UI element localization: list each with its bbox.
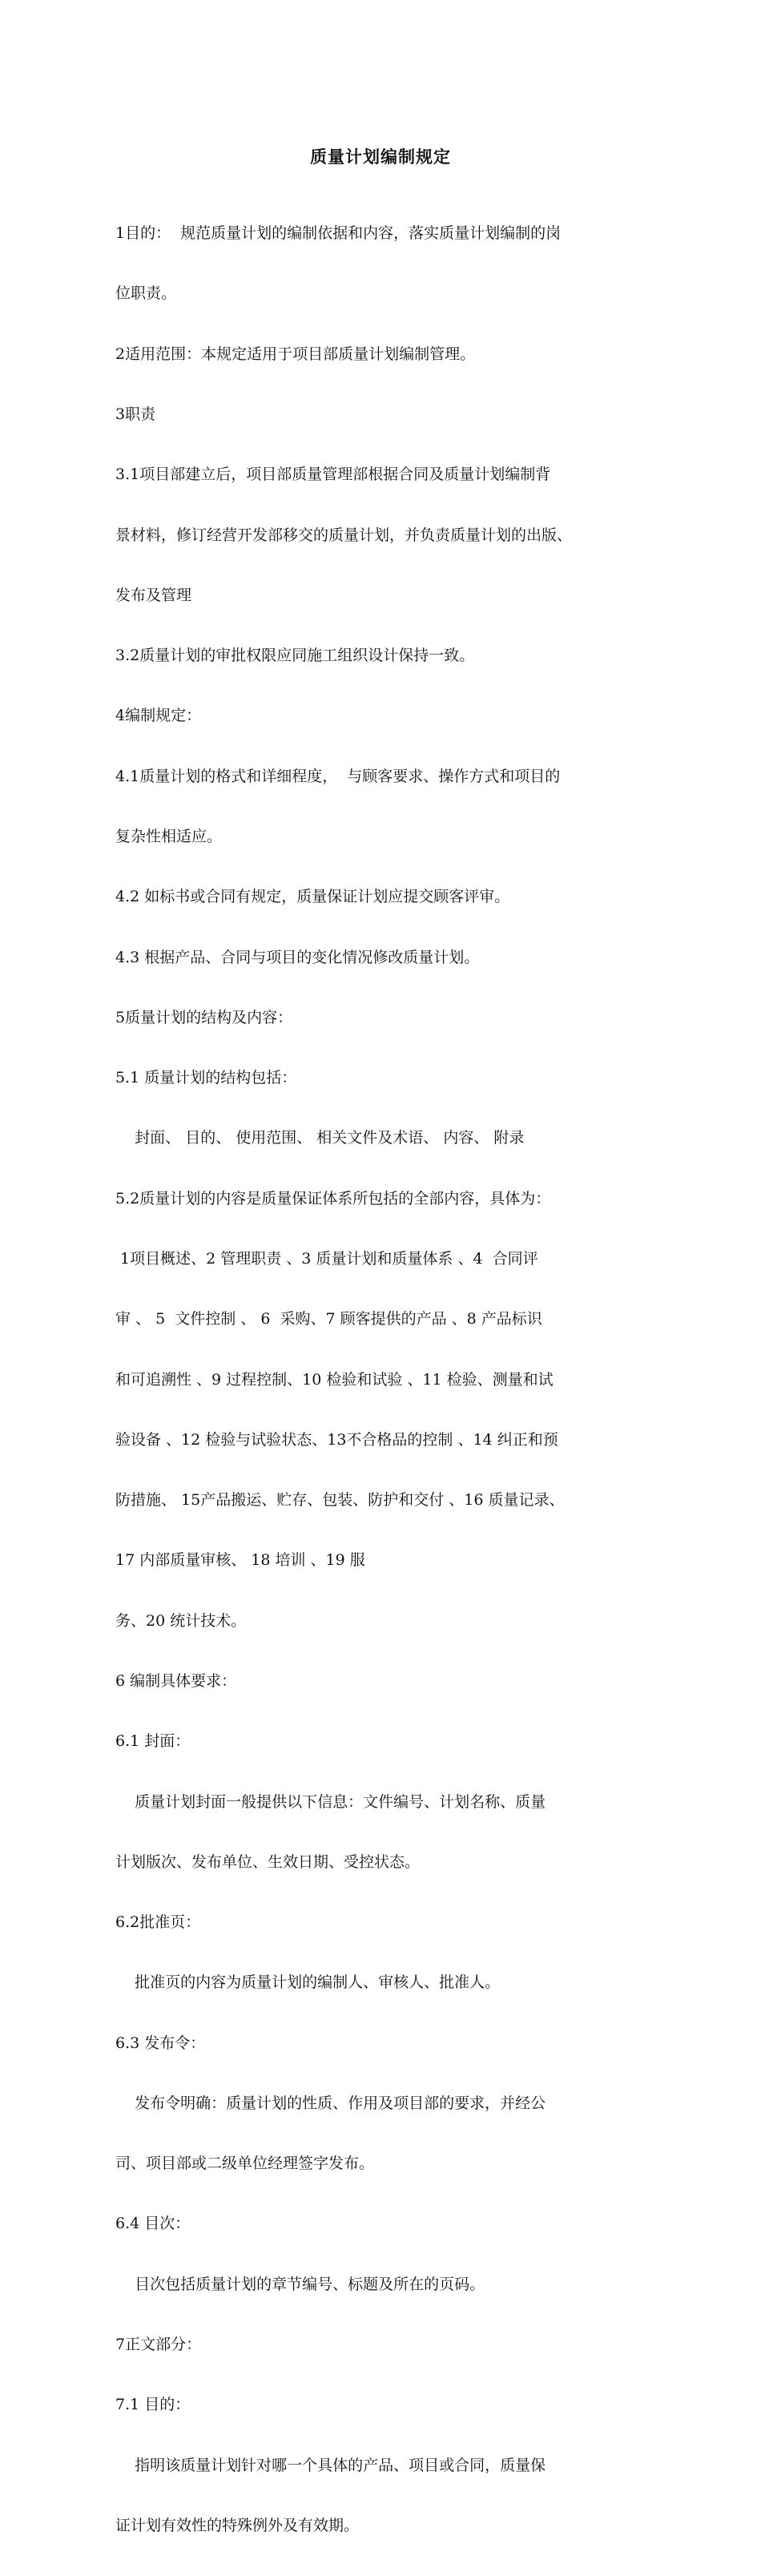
text-line: 证计划有效性的特殊例外及有效期。 bbox=[115, 2516, 360, 2534]
text-line: 6.2批准页： bbox=[115, 1913, 201, 1932]
text-line: 17 内部质量审核、 18 培训 、19 服 bbox=[115, 1551, 365, 1570]
text-line: 防措施、 15产品搬运、贮存、包装、防护和交付 、16 质量记录、 bbox=[115, 1491, 565, 1510]
text-line: 1目的： 规范质量计划的编制依据和内容，落实质量计划编制的岗 bbox=[115, 224, 562, 243]
text-line: 4.3 根据产品、合同与项目的变化情况修改质量计划。 bbox=[115, 948, 480, 966]
text-line: 务、20 统计技术。 bbox=[115, 1611, 247, 1630]
text-line: 目次包括质量计划的章节编号、标题及所在的页码。 bbox=[115, 2275, 485, 2293]
document-body bbox=[115, 183, 660, 2576]
text-line: 和可追溯性 、9 过程控制、10 检验和试验 、11 检验、测量和试 bbox=[115, 1370, 554, 1389]
text-line: 5.2质量计划的内容是质量保证体系所包括的全部内容，具体为： bbox=[115, 1189, 551, 1207]
text-line: 6.1 封面： bbox=[115, 1732, 191, 1751]
text-line: 质量计划封面一般提供以下信息：文件编号、计划名称、质量 bbox=[115, 1792, 546, 1811]
text-line: 发布令明确：质量计划的性质、作用及项目部的要求，并经公 bbox=[115, 2094, 546, 2112]
text-line: 复杂性相适应。 bbox=[115, 828, 223, 845]
text-line: 审 、 5 文件控制 、 6 采购、7 顾客提供的产品 、8 产品标识 bbox=[115, 1310, 542, 1328]
text-line: 计划版次、发布单位、生效日期、受控状态。 bbox=[115, 1852, 421, 1871]
text-line: 1项目概述、2 管理职责 、3 质量计划和质量体系 、4 合同评 bbox=[115, 1249, 538, 1268]
text-line: 4编制规定： bbox=[115, 707, 202, 725]
text-line: 封面、 目的、 使用范围、 相关文件及术语、 内容、 附录 bbox=[115, 1129, 525, 1147]
text-line: 发布及管理 bbox=[115, 586, 192, 604]
text-line: 批准页的内容为质量计划的编制人、审核人、批准人。 bbox=[115, 1973, 501, 1992]
text-line: 6 编制具体要求： bbox=[115, 1671, 237, 1690]
text-line: 5质量计划的结构及内容： bbox=[115, 1008, 293, 1026]
document-title: 质量计划编制规定 bbox=[310, 147, 451, 167]
text-line: 2适用范围：本规定适用于项目部质量计划编制管理。 bbox=[115, 345, 476, 363]
text-line: 景材料，修订经营开发部移交的质量计划，并负责质量计划的出版、 bbox=[115, 526, 573, 544]
text-line: 指明该质量计划针对哪一个具体的产品、项目或合同，质量保 bbox=[115, 2456, 546, 2474]
text-line: 3职责 bbox=[115, 405, 156, 424]
text-line: 7正文部分： bbox=[115, 2336, 202, 2354]
text-line: 司、项目部或二级单位经理签字发布。 bbox=[115, 2155, 375, 2173]
text-line: 5.1 质量计划的结构包括： bbox=[115, 1069, 297, 1087]
text-line: 位职责。 bbox=[115, 284, 177, 303]
text-line: 3.1项目部建立后，项目部质量管理部根据合同及质量计划编制背 bbox=[115, 466, 551, 484]
text-line: 验设备 、12 检验与试验状态、13不合格品的控制 、14 纠正和预 bbox=[115, 1430, 558, 1449]
text-line: 6.4 目次： bbox=[115, 2215, 191, 2233]
text-line: 4.1质量计划的格式和详细程度， 与顾客要求、操作方式和项目的 bbox=[115, 767, 561, 785]
text-line: 4.2 如标书或合同有规定，质量保证计划应提交顾客评审。 bbox=[115, 888, 510, 906]
text-line: 3.2质量计划的审批权限应同施工组织设计保持一致。 bbox=[115, 647, 475, 665]
text-line: 6.3 发布令： bbox=[115, 2034, 206, 2052]
text-line: 7.1 目的： bbox=[115, 2396, 191, 2414]
